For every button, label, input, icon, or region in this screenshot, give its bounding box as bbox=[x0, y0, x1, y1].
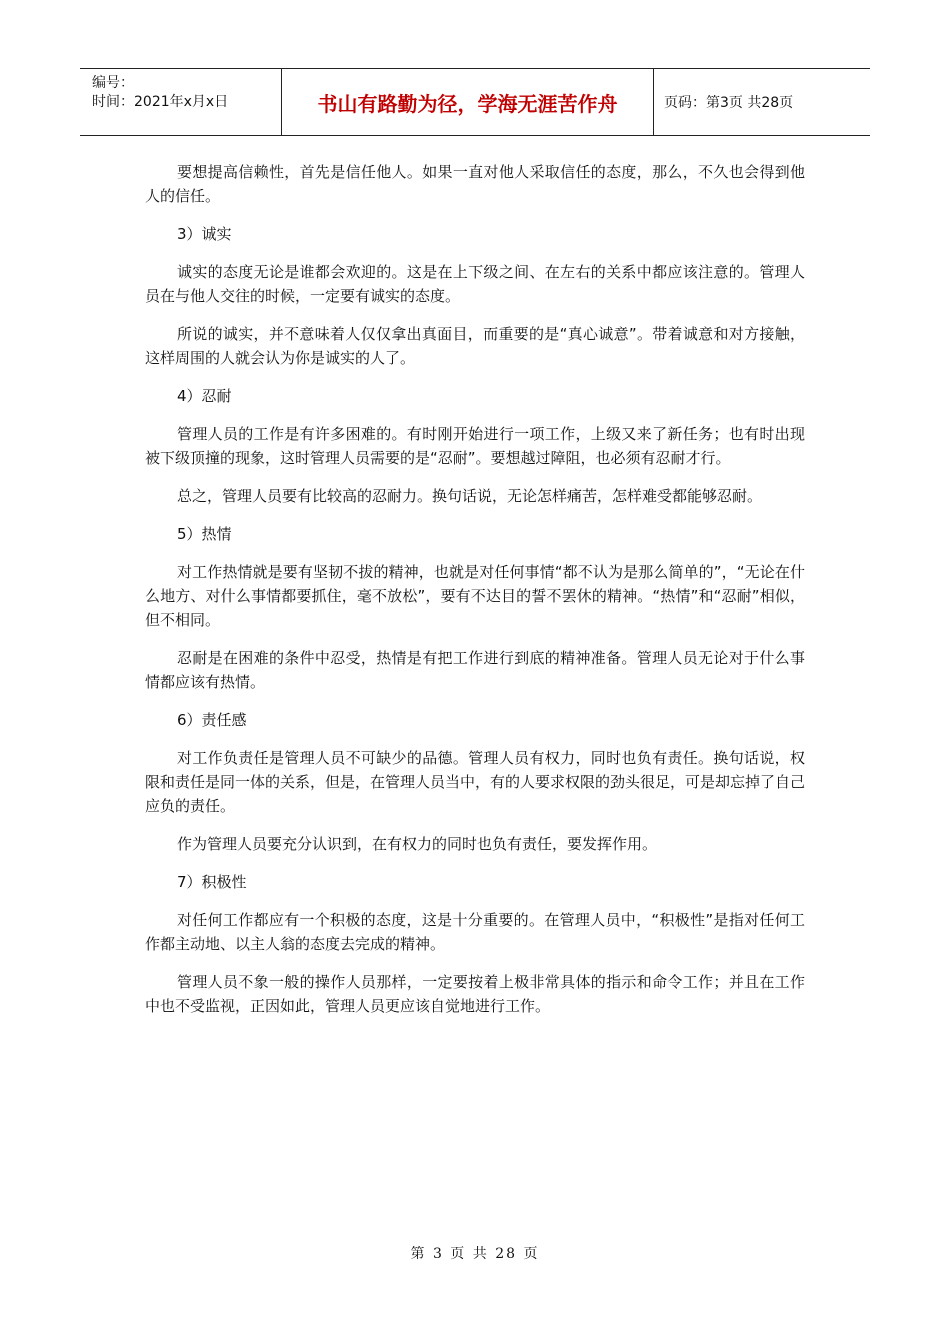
body-paragraph: 作为管理人员要充分认识到，在有权力的同时也负有责任，要发挥作用。 bbox=[177, 835, 658, 853]
document-number-label: 编号： bbox=[92, 75, 134, 91]
header-meta-cell bbox=[80, 69, 282, 135]
body-paragraph: 管理人员的工作是有许多困难的。有时刚开始进行一项工作，上级又来了新任务；也有时出现被下级顶撞的现象，这时管理人员需要的是“忍耐”。要想越过障阻，也必须有忍耐才行。 bbox=[145, 425, 805, 467]
body-paragraph: 要想提高信赖性，首先是信任他人。如果一直对他人采取信任的态度，那么，不久也会得到他人的信任。 bbox=[145, 163, 805, 205]
section-heading: 4）忍耐 bbox=[177, 387, 232, 405]
section-heading: 3）诚实 bbox=[177, 225, 232, 243]
section-heading: 6）责任感 bbox=[177, 711, 247, 729]
document-body bbox=[145, 160, 805, 1032]
page-footer: 第 3 页 共 28 页 bbox=[410, 1246, 540, 1262]
body-paragraph: 对任何工作都应有一个积极的态度，这是十分重要的。在管理人员中，“积极性”是指对任何工作都主动地、以主人翁的态度去完成的精神。 bbox=[145, 911, 805, 953]
header-page-cell bbox=[654, 69, 870, 135]
body-paragraph: 对工作负责任是管理人员不可缺少的品德。管理人员有权力，同时也负有责任。换句话说，权限和责任是同一体的关系，但是，在管理人员当中，有的人要求权限的劲头很足，可是却忘掉了自己应负的责任。 bbox=[145, 749, 806, 815]
section-heading: 7）积极性 bbox=[177, 873, 247, 891]
body-paragraph: 管理人员不象一般的操作人员那样，一定要按着上极非常具体的指示和命令工作；并且在工作中也不受监视，正因如此，管理人员更应该自觉地进行工作。 bbox=[145, 973, 805, 1015]
document-header bbox=[80, 68, 870, 136]
body-paragraph: 忍耐是在困难的条件中忍受，热情是有把工作进行到底的精神准备。管理人员无论对于什么事情都应该有热情。 bbox=[145, 649, 805, 691]
body-paragraph: 诚实的态度无论是谁都会欢迎的。这是在上下级之间、在左右的关系中都应该注意的。管理人员在与他人交往的时候，一定要有诚实的态度。 bbox=[145, 263, 805, 305]
body-paragraph: 总之，管理人员要有比较高的忍耐力。换句话说，无论怎样痛苦，怎样难受都能够忍耐。 bbox=[177, 487, 763, 505]
section-heading: 5）热情 bbox=[177, 525, 232, 543]
document-date: 时间：2021年x月x日 bbox=[92, 94, 229, 110]
header-page-info: 页码：第3页 共28页 bbox=[664, 95, 794, 111]
header-motto-cell bbox=[282, 69, 654, 135]
header-motto: 书山有路勤为径，学海无涯苦作舟 bbox=[317, 92, 618, 116]
body-paragraph: 对工作热情就是要有坚韧不拔的精神，也就是对任何事情“都不认为是那么简单的”，“无论在什么地方、对什么事情都要抓住，毫不放松”，要有不达目的誓不罢休的精神。“热情”和“忍耐”相似，但不相同。 bbox=[145, 563, 805, 629]
body-paragraph: 所说的诚实，并不意味着人仅仅拿出真面目，而重要的是“真心诚意”。带着诚意和对方接触，这样周围的人就会认为你是诚实的人了。 bbox=[145, 325, 805, 367]
